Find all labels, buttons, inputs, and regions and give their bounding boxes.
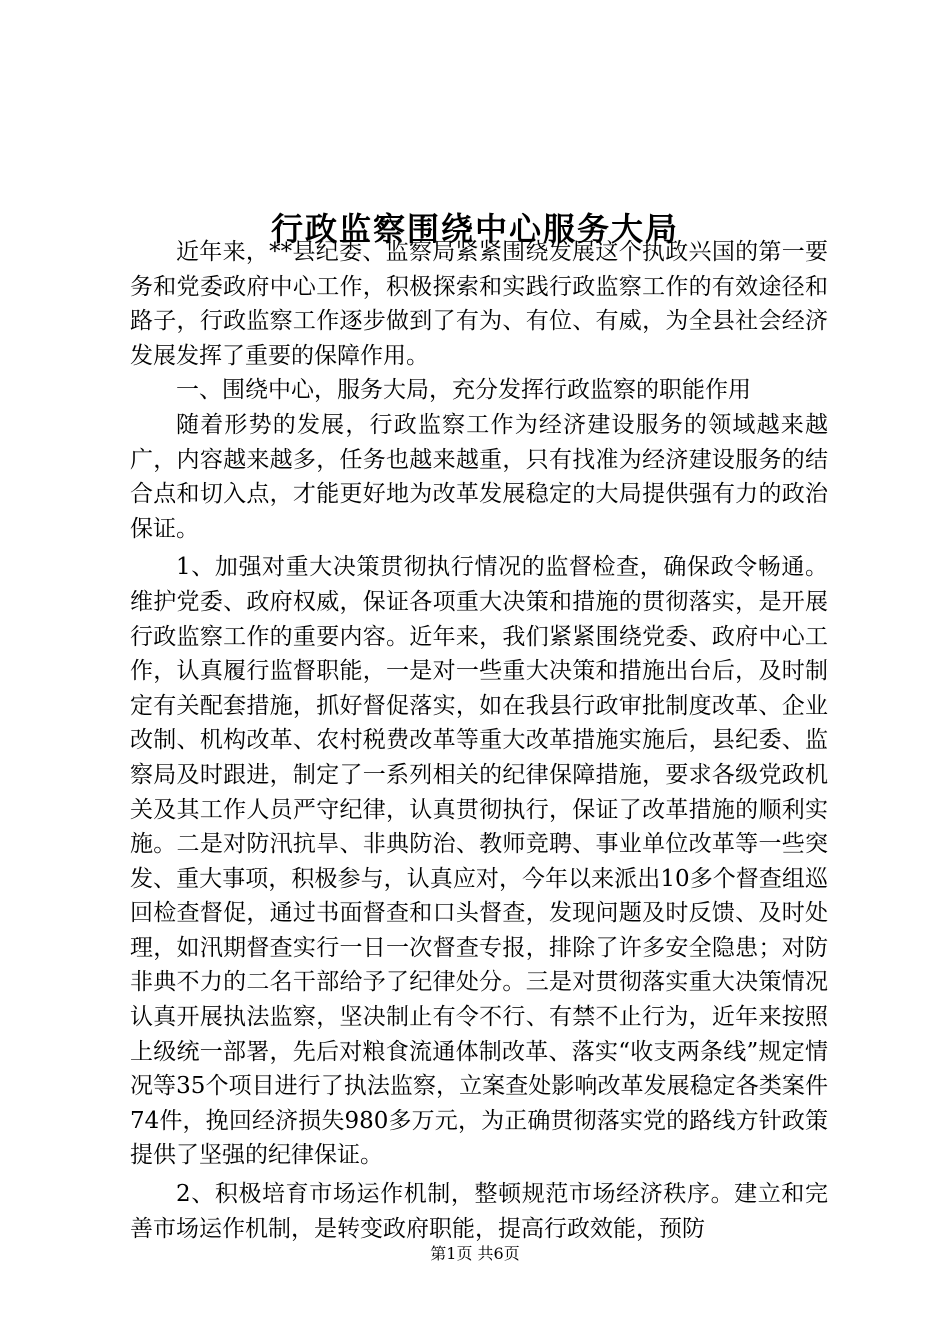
section-paragraph: 随着形势的发展，行政监察工作为经济建设服务的领域越来越广，内容越来越多，任务也越来越重，只有找准为经济建设服务的结合点和切入点，才能更好地为改革发展稳定的大局提供强有力的政治保证。 xyxy=(130,411,828,542)
section-heading-1: 一、围绕中心，服务大局，充分发挥行政监察的职能作用 xyxy=(176,377,751,404)
intro-paragraph: 近年来，**县纪委、监察局紧紧围绕发展这个执政兴国的第一要务和党委政府中心工作，积极探索和实践行政监察工作的有效途径和路子，行政监察工作逐步做到了有为、有位、有威，为全县社会经济发展发挥了重要的保障作用。 xyxy=(130,239,828,369)
item-2-paragraph: 2、积极培育市场运作机制，整顿规范市场经济秩序。建立和完善市场运作机制，是转变政府职能，提高行政效能，预防 xyxy=(130,1181,828,1242)
item-1-paragraph: 1、加强对重大决策贯彻执行情况的监督检查，确保政令畅通。维护党委、政府权威，保证各项重大决策和措施的贯彻落实，是开展行政监察工作的重要内容。近年来，我们紧紧围绕党委、政府中心工作，认真履行监督职能，一是对一些重大决策和措施出台后，及时制定有关配套措施，抓好督促落实，如在我县行政审批制度改革、企业改制、机构改革、农村税费改革等重大改革措施实施后，县纪委、监察局及时跟进，制定了一系列相关的纪律保障措施，要求各级党政机关及其工作人员严守纪律，认真贯彻执行，保证了改革措施的顺利实施。二是对防汛抗旱、非典防治、教师竞聘、事业单位改革等一些突发、重大事项，积极参与，认真应对，今年以来派出10多个督查组巡回检查督促，通过书面督查和口头督查，发现问题及时反馈、及时处理，如汛期督查实行一日一次督查专报，排除了许多安全隐患；对防非典不力的二名干部给予了纪律处分。三是对贯彻落实重大决策情况认真开展执法监察，坚决制止有令不行、有禁不止行为，近年来按照上级统一部署，先后对粮食流通体制改革、落实“收支两条线”规定情况等35个项目进行了执法监察，立案查处影响改革发展稳定各类案件74件，挽回经济损失980多万元，为正确贯彻落实党的路线方针政策提供了坚强的纪律保证。 xyxy=(130,554,828,1169)
page-number-footer: 第1页 共6页 xyxy=(430,1244,520,1263)
document-title: 行政监察围绕中心服务大局 xyxy=(270,210,679,249)
document-body xyxy=(130,235,828,1246)
